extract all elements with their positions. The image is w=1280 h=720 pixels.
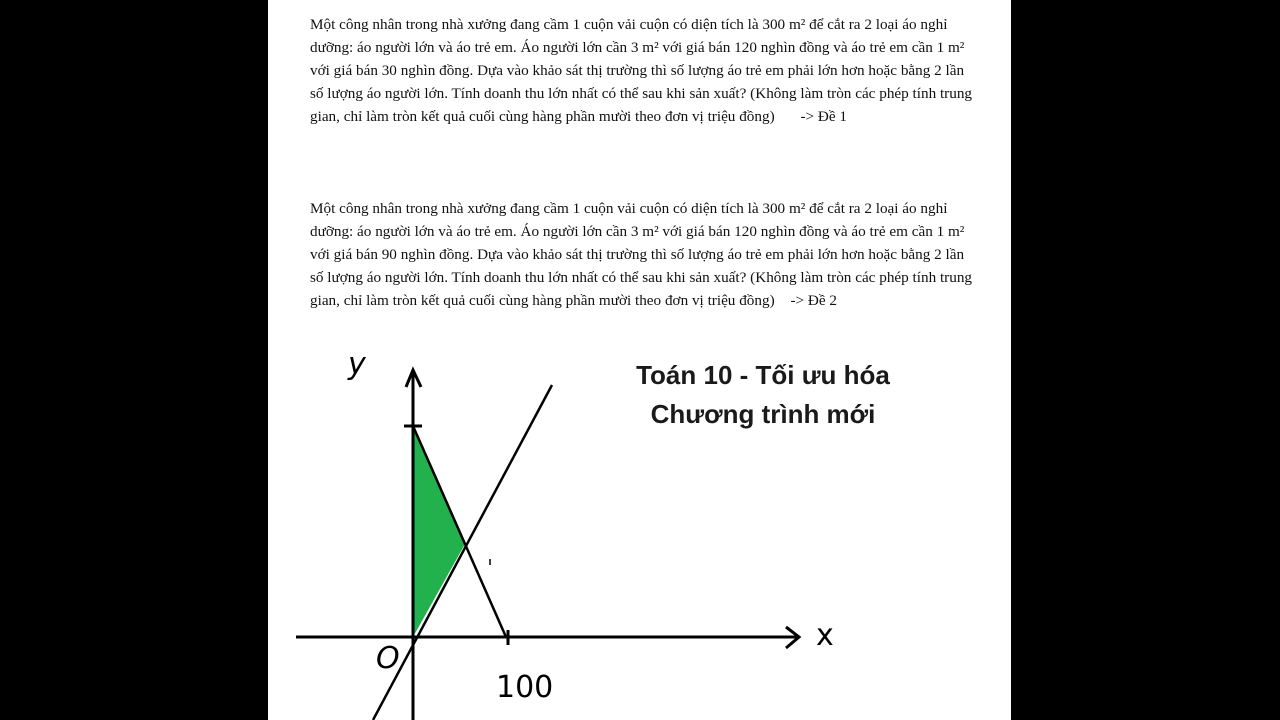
problem-1-tag: -> Đề 1 bbox=[800, 108, 847, 125]
origin-label: O bbox=[376, 641, 400, 676]
problem-de-2 bbox=[310, 197, 975, 312]
document-page bbox=[268, 0, 1011, 720]
feasible-region bbox=[413, 426, 465, 637]
problem-1-text: Một công nhân trong nhà xưởng đang cầm 1 cuộn vải cuộn có diện tích là 300 m² để cắt ra 2 loại áo nghỉ dưỡng: áo người lớn và áo trẻ em. Áo người lớn cần 3 m² với giá bán 120 nghìn đồng và áo trẻ em cần 1 m² với giá bán 30 nghìn đồng. Dựa vào khảo sát thị trường thì số lượng áo trẻ em phải lớn hơn hoặc bằng 2 lần số lượng áo người lớn. Tính doanh thu lớn nhất có thể sau khi sản xuất? (Không làm tròn các phép tính trung gian, chỉ làm tròn kết quả cuối cùng hàng phần mười theo đơn vị triệu đồng) bbox=[310, 16, 973, 125]
x-axis-label: x bbox=[816, 618, 834, 653]
banner-title: Toán 10 - Tối ưu hóa bbox=[636, 360, 890, 390]
handdrawn-graph-sketch bbox=[268, 330, 868, 720]
x-tick-label-100: 100 bbox=[496, 670, 554, 705]
problem-de-1 bbox=[310, 13, 975, 128]
problem-2-text: Một công nhân trong nhà xưởng đang cầm 1 cuộn vải cuộn có diện tích là 300 m² để cắt ra 2 loại áo nghỉ dưỡng: áo người lớn và áo trẻ em. Áo người lớn cần 3 m² với giá bán 120 nghìn đồng và áo trẻ em cần 1 m² với giá bán 90 nghìn đồng. Dựa vào khảo sát thị trường thì số lượng áo trẻ em phải lớn hơn hoặc bằng 2 lần số lượng áo người lớn. Tính doanh thu lớn nhất có thể sau khi sản xuất? (Không làm tròn các phép tính trung gian, chỉ làm tròn kết quả cuối cùng hàng phần mười theo đơn vị triệu đồng) bbox=[310, 200, 973, 309]
banner-subtitle: Chương trình mới bbox=[650, 399, 876, 429]
y-axis-label: y bbox=[348, 347, 366, 382]
problem-2-tag: -> Đề 2 bbox=[790, 292, 837, 309]
